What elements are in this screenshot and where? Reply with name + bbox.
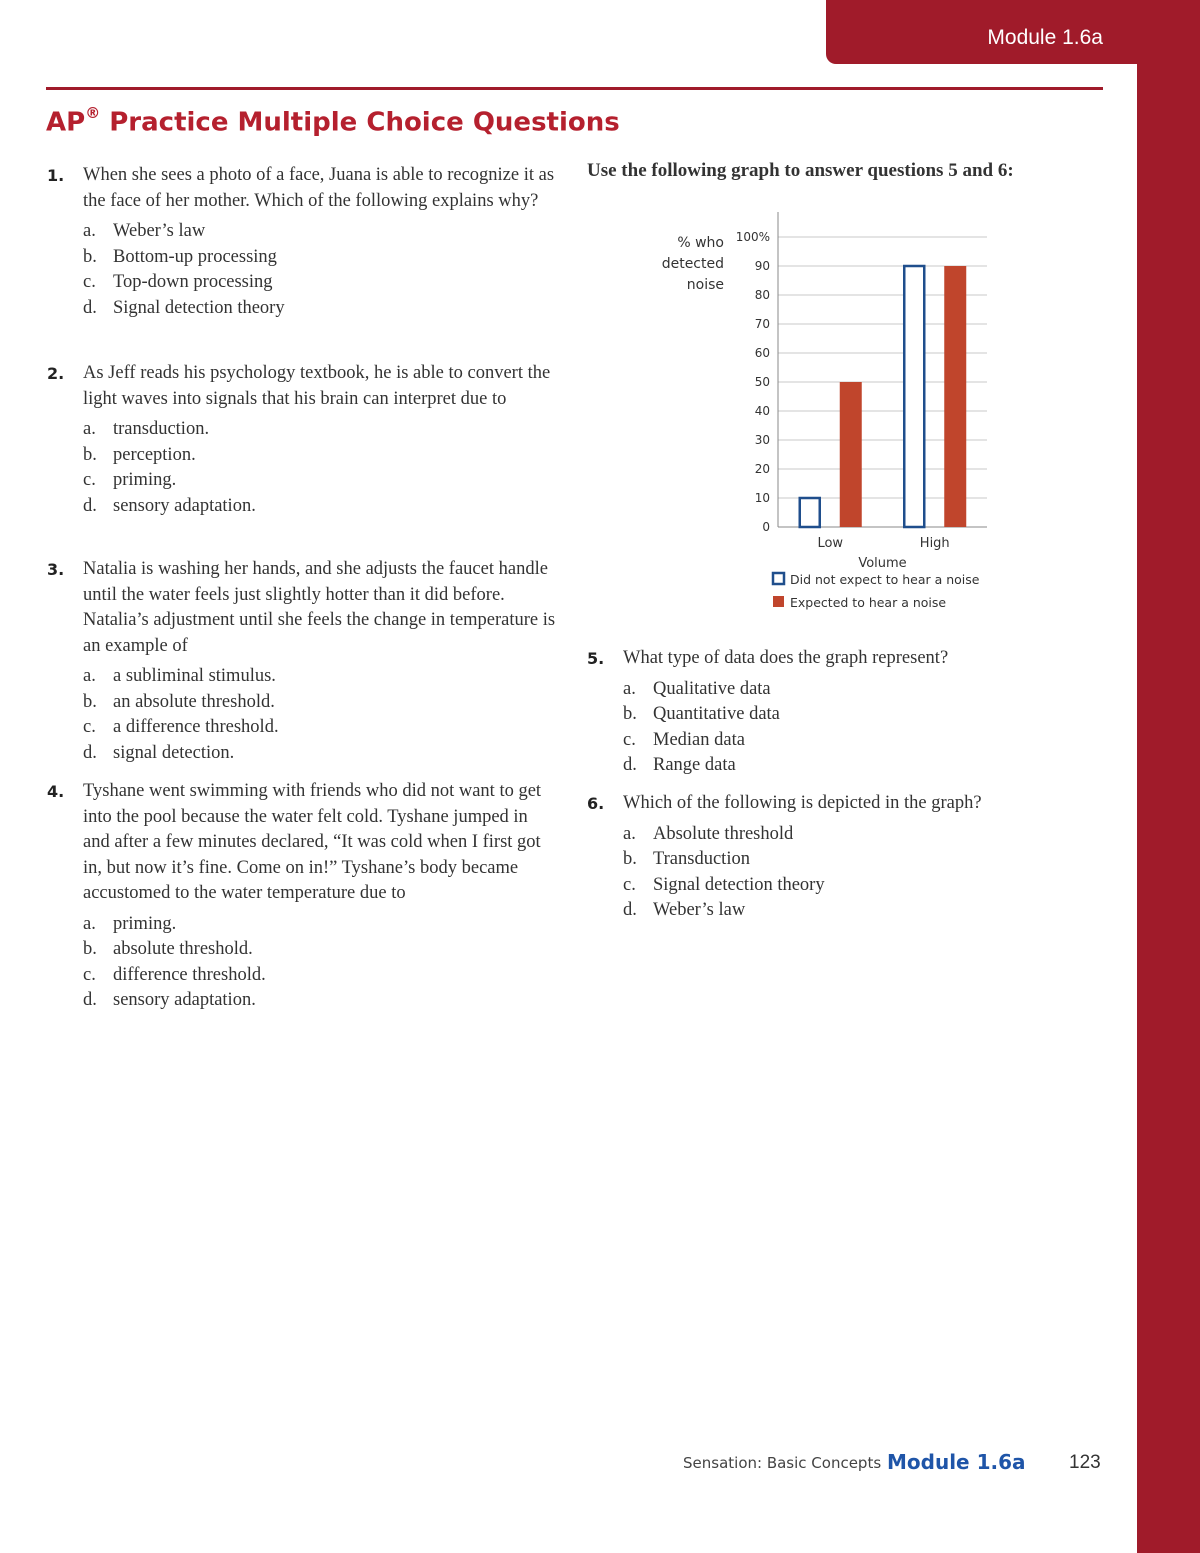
y-tick-label: 90: [754, 259, 770, 273]
option-letter: c.: [623, 729, 636, 750]
question-text: Natalia is washing her hands, and she adjusts the faucet handle until the water feels just slightly hotter than it did before. Natalia’s adjustment until she feels the change in temperature is an example of: [83, 559, 556, 656]
option-text: signal detection.: [113, 742, 235, 763]
legend-label: Expected to hear a noise: [790, 595, 947, 610]
option-letter: d.: [83, 990, 97, 1010]
module-tab-label: Module 1.6a: [987, 26, 1103, 49]
legend-swatch: [773, 573, 784, 584]
option-text: Quantitative data: [653, 704, 780, 724]
option-letter: a.: [83, 419, 96, 439]
answer-option: [83, 245, 558, 271]
answer-option: [83, 912, 558, 938]
answer-option: [83, 468, 558, 494]
option-text: a difference threshold.: [113, 717, 279, 737]
footer-module-label: Module 1.6a: [887, 1450, 1026, 1474]
answer-options: [83, 219, 558, 321]
y-tick-label: 0: [762, 520, 770, 534]
answer-options: [83, 417, 558, 519]
option-text: Bottom-up processing: [113, 246, 277, 267]
y-tick-label: 100%: [735, 230, 770, 244]
question-text: Which of the following is depicted in the graph?: [623, 793, 982, 813]
question-number: 1.: [47, 166, 65, 185]
answer-option: [83, 417, 558, 443]
y-tick-label: 30: [754, 433, 770, 447]
option-letter: a.: [623, 823, 636, 844]
legend-label: Did not expect to hear a noise: [790, 572, 980, 587]
answer-option: [83, 494, 558, 520]
option-text: transduction.: [113, 419, 210, 439]
module-tab: [826, 0, 1137, 64]
question-6: [587, 791, 1053, 924]
answer-options: [623, 677, 1043, 779]
answer-option: [83, 219, 558, 245]
y-tick-label: 40: [754, 404, 770, 418]
answer-option: [623, 677, 1043, 703]
option-text: absolute threshold.: [113, 939, 253, 959]
answer-option: [83, 690, 563, 716]
option-letter: b.: [623, 704, 637, 724]
y-tick-label: 70: [754, 317, 770, 331]
answer-option: [83, 988, 558, 1014]
question-text: As Jeff reads his psychology textbook, he is able to convert the light waves into signals that his brain can interpret due to: [83, 363, 551, 409]
graph-instruction: Use the following graph to answer questions 5 and 6:: [587, 160, 1014, 181]
bar: [840, 382, 862, 527]
page-title: [46, 104, 620, 138]
option-text: Weber’s law: [653, 900, 746, 920]
question-3: [47, 557, 563, 766]
question-4: [47, 779, 558, 1014]
answer-options: [623, 822, 1053, 924]
option-text: Qualitative data: [653, 678, 771, 699]
option-letter: d.: [83, 297, 97, 318]
bar: [944, 266, 966, 527]
y-axis-label: noise: [686, 277, 724, 293]
option-letter: b.: [83, 939, 97, 959]
option-letter: a.: [83, 913, 96, 934]
answer-option: [83, 270, 558, 296]
volume-detection-bar-chart: [640, 200, 1020, 620]
answer-option: [83, 296, 558, 322]
option-letter: c.: [623, 874, 636, 895]
y-tick-label: 50: [754, 375, 770, 389]
question-number: 3.: [47, 560, 65, 579]
title-rest: Practice Multiple Choice Questions: [100, 107, 620, 138]
answer-option: [623, 822, 1053, 848]
question-number: 4.: [47, 782, 65, 801]
y-tick-label: 10: [754, 491, 770, 505]
answer-option: [623, 728, 1043, 754]
option-text: Range data: [653, 755, 736, 775]
option-text: a subliminal stimulus.: [113, 666, 276, 686]
option-text: Signal detection theory: [653, 874, 825, 895]
header-rule: [46, 87, 1103, 90]
answer-option: [83, 741, 563, 767]
question-5: [587, 646, 1043, 779]
option-text: Median data: [653, 729, 745, 750]
option-letter: a.: [623, 678, 636, 699]
option-letter: b.: [83, 691, 97, 712]
option-text: sensory adaptation.: [113, 495, 256, 516]
option-letter: d.: [623, 900, 637, 920]
answer-option: [623, 753, 1043, 779]
option-letter: b.: [623, 849, 637, 869]
y-tick-label: 80: [754, 288, 770, 302]
answer-option: [83, 664, 563, 690]
answer-option: [83, 715, 563, 741]
answer-option: [623, 898, 1053, 924]
option-text: Absolute threshold: [653, 823, 794, 844]
option-text: an absolute threshold.: [113, 691, 275, 712]
title-prefix: AP: [46, 107, 86, 138]
answer-options: [83, 912, 558, 1014]
option-letter: c.: [83, 964, 96, 985]
option-text: priming.: [113, 470, 177, 490]
x-axis-label: Volume: [858, 556, 907, 571]
option-text: Signal detection theory: [113, 297, 285, 318]
page-number: 123: [1069, 1452, 1101, 1473]
option-text: Transduction: [653, 849, 750, 869]
answer-option: [623, 873, 1053, 899]
option-text: perception.: [113, 444, 196, 465]
option-letter: d.: [83, 495, 97, 516]
option-letter: c.: [83, 717, 96, 737]
question-text: When she sees a photo of a face, Juana is able to recognize it as the face of her mother. Which of the following explains why?: [83, 165, 555, 211]
option-letter: c.: [83, 272, 96, 292]
option-text: sensory adaptation.: [113, 990, 256, 1010]
option-letter: b.: [83, 444, 97, 465]
option-letter: a.: [83, 666, 96, 686]
option-letter: d.: [83, 742, 97, 763]
question-number: 5.: [587, 649, 605, 668]
answer-option: [623, 702, 1043, 728]
answer-option: [83, 963, 558, 989]
option-letter: d.: [623, 755, 637, 775]
bar: [800, 498, 820, 527]
bar: [904, 266, 924, 527]
x-tick-label: High: [919, 536, 950, 551]
question-1: [47, 163, 558, 321]
question-number: 6.: [587, 794, 605, 813]
answer-option: [83, 443, 558, 469]
option-letter: a.: [83, 221, 96, 241]
option-text: Weber’s law: [113, 221, 206, 241]
question-text: Tyshane went swimming with friends who did not want to get into the pool because the water felt cold. Tyshane jumped in and after a few minutes declared, “It was cold when I first got in, but now it’s fine. Come on in!” Tyshane’s body became accustomed to the water temperature due to: [83, 781, 542, 903]
page-edge-bar: [1137, 0, 1200, 1553]
y-tick-label: 60: [754, 346, 770, 360]
answer-option: [83, 937, 558, 963]
y-axis-label: % who: [677, 235, 724, 251]
footer-section-title: Sensation: Basic Concepts: [683, 1454, 882, 1472]
y-axis-label: detected: [661, 256, 724, 272]
question-text: What type of data does the graph represent?: [623, 648, 949, 668]
answer-option: [623, 847, 1053, 873]
option-letter: b.: [83, 246, 97, 267]
y-tick-label: 20: [754, 462, 770, 476]
option-letter: c.: [83, 470, 96, 490]
option-text: priming.: [113, 913, 177, 934]
x-tick-label: Low: [817, 536, 844, 551]
legend-swatch: [773, 596, 784, 607]
option-text: difference threshold.: [113, 964, 266, 985]
answer-options: [83, 664, 563, 766]
registered-mark: ®: [85, 104, 101, 122]
option-text: Top-down processing: [113, 272, 273, 292]
question-2: [47, 361, 558, 519]
question-number: 2.: [47, 364, 65, 383]
